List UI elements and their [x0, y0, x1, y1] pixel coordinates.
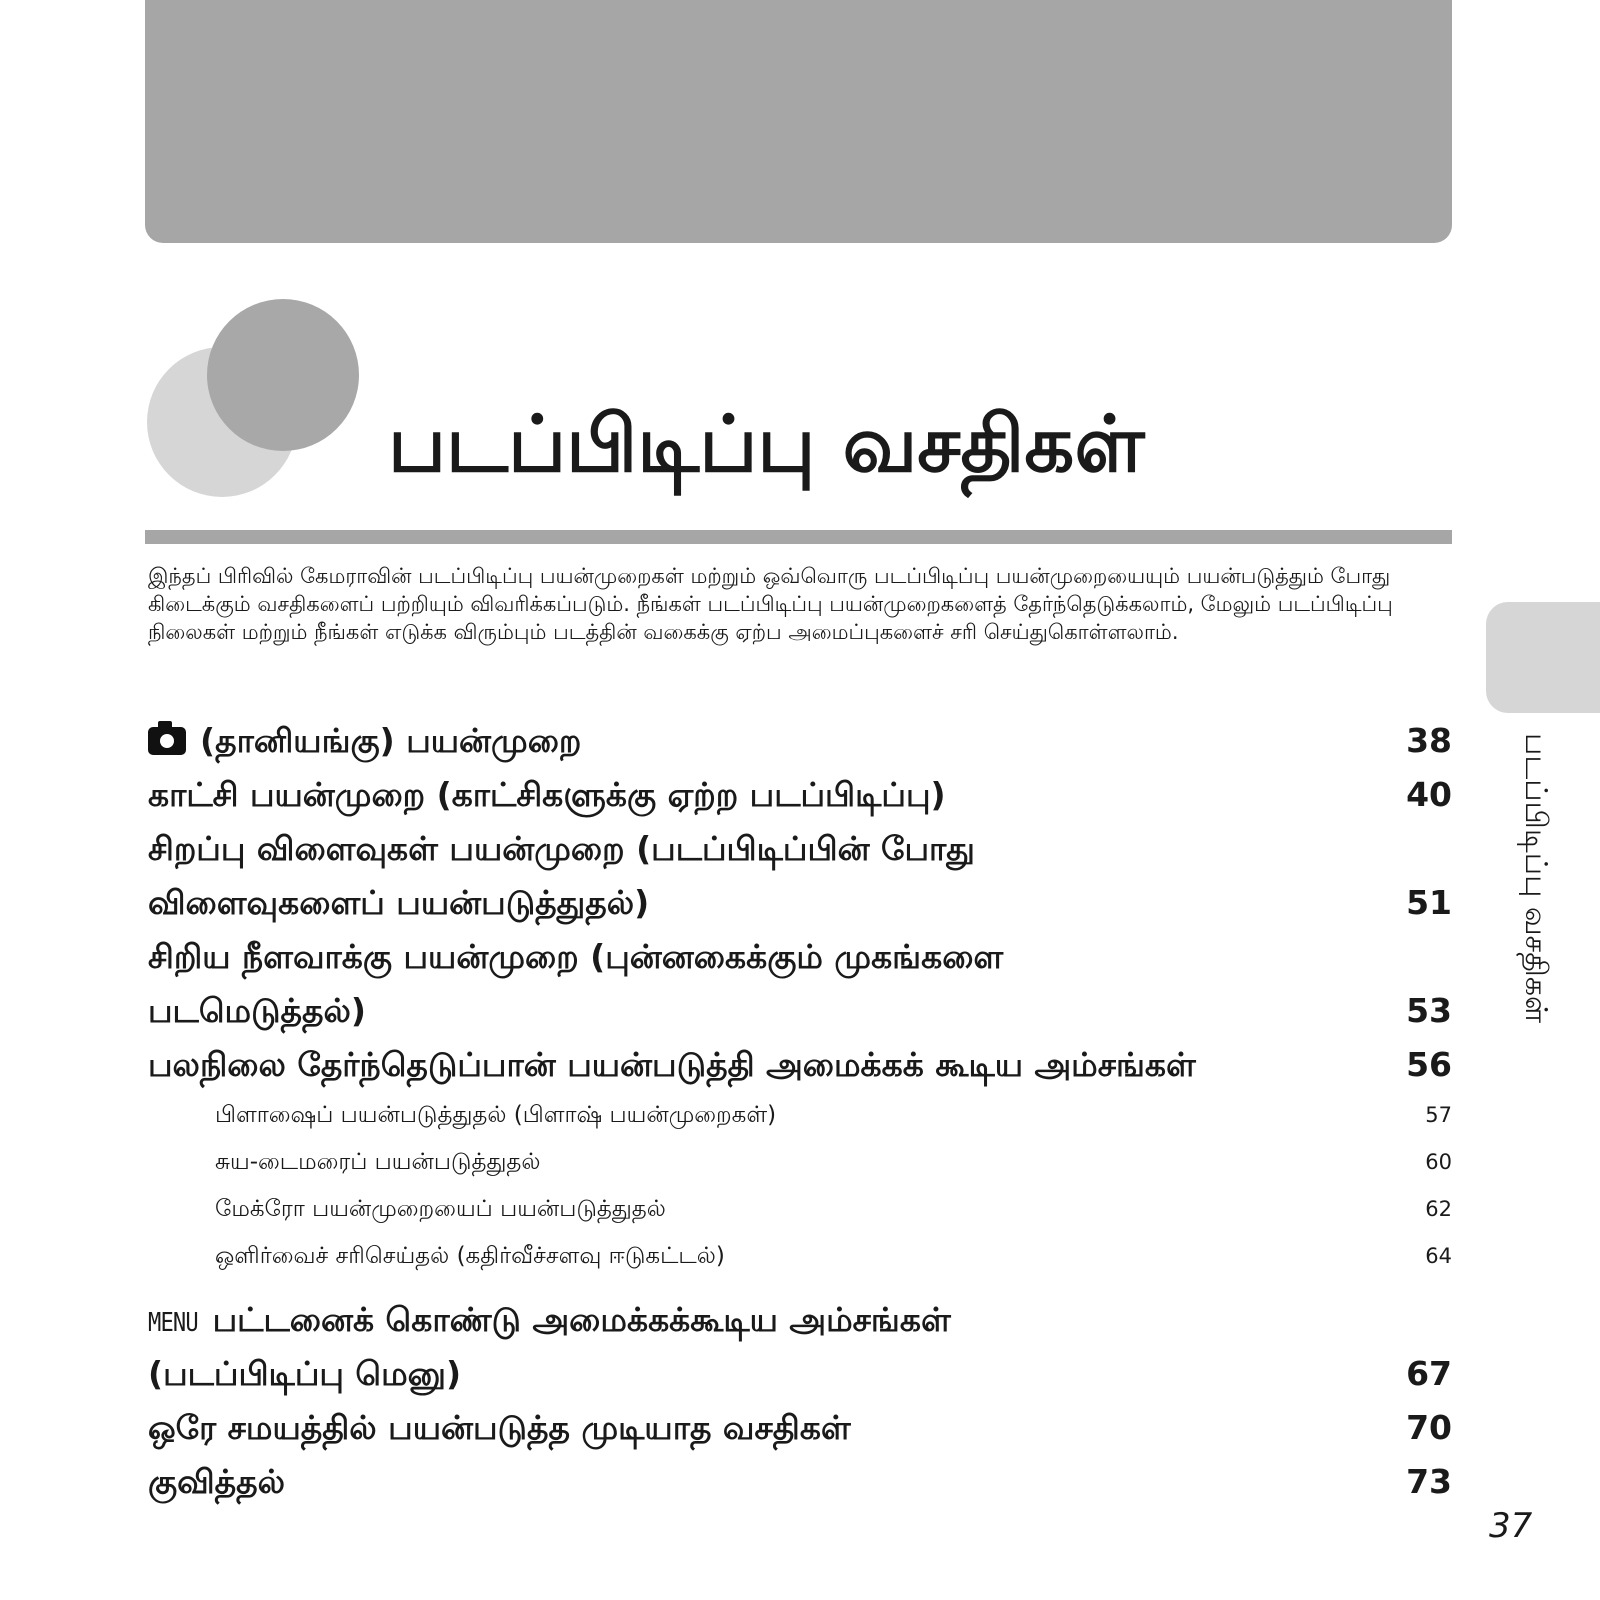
toc-subentry-exposure[interactable]	[148, 1233, 1452, 1280]
toc-entry-label: குவித்தல்	[148, 1462, 286, 1501]
toc-entry-page: 51	[1406, 883, 1452, 922]
toc-entry-label: மேக்ரோ பயன்முறையைப் பயன்படுத்துதல்	[215, 1196, 666, 1222]
toc-entry-page: 38	[1406, 721, 1452, 760]
toc-entry-scene-mode[interactable]	[148, 768, 1452, 822]
toc-entry-label: சுய-டைமரைப் பயன்படுத்துதல்	[215, 1149, 541, 1175]
toc-entry-label: பிளாஷைப் பயன்படுத்துதல் (பிளாஷ் பயன்முறைகள்)	[215, 1102, 777, 1128]
toc-entry-label: காட்சி பயன்முறை (காட்சிகளுக்கு ஏற்ற படப்பிடிப்பு)	[148, 775, 946, 814]
toc-entry-label: பலநிலை தேர்ந்தெடுப்பான் பயன்படுத்தி அமைக்கக் கூடிய அம்சங்கள்	[148, 1045, 1196, 1084]
toc-entry-page: 64	[1425, 1244, 1452, 1268]
header-banner	[145, 0, 1452, 243]
toc-entry-smart-portrait[interactable]	[148, 984, 1452, 1038]
page-title: படப்பிடிப்பு வசதிகள்	[388, 400, 1145, 490]
intro-paragraph: இந்தப் பிரிவில் கேமராவின் படப்பிடிப்பு பயன்முறைகள் மற்றும் ஒவ்வொரு படப்பிடிப்பு பயன்முறையையும் பயன்படுத்தும் போது கிடைக்கும் வசதிகளைப் பற்றியும் விவரிக்கப்படும். நீங்கள் படப்பிடிப்பு பயன்முறைகளைத் தேர்ந்தெடுக்கலாம், மேலும் படப்பிடிப்பு நிலைகள் மற்றும் நீங்கள் எடுக்க விரும்பும் படத்தின் வகைக்கு ஏற்ப அமைப்புகளைச் சரி செய்துகொள்ளலாம்.	[148, 564, 1393, 644]
table-of-contents	[148, 714, 1452, 1509]
menu-button-label: MENU	[148, 1308, 198, 1338]
toc-entry-page: 60	[1425, 1150, 1452, 1174]
toc-subentry-macro[interactable]	[148, 1186, 1452, 1233]
toc-entry-special-effects[interactable]	[148, 876, 1452, 930]
title-divider	[145, 530, 1452, 544]
decorative-circle-dark	[207, 299, 359, 451]
toc-subentry-self-timer[interactable]	[148, 1139, 1452, 1186]
toc-entry-label: ஒரே சமயத்தில் பயன்படுத்த முடியாத வசதிகள்	[148, 1408, 851, 1447]
toc-entry-page: 70	[1406, 1408, 1452, 1447]
toc-entry-label: விளைவுகளைப் பயன்படுத்துதல்)	[148, 883, 650, 922]
toc-entry-label: (தானியங்கு) பயன்முறை	[148, 714, 581, 768]
toc-entry-page: 62	[1425, 1197, 1452, 1221]
toc-entry-menu-features[interactable]	[148, 1347, 1452, 1401]
toc-subentry-flash[interactable]	[148, 1092, 1452, 1139]
toc-entry-focusing[interactable]	[148, 1455, 1452, 1509]
toc-entry-multi-selector[interactable]	[148, 1038, 1452, 1092]
toc-entry-label: ஒளிர்வைச் சரிசெய்தல் (கதிர்வீச்சளவு ஈடுகட்டல்)	[215, 1243, 725, 1269]
toc-entry-incompatible-features[interactable]	[148, 1401, 1452, 1455]
toc-entry-menu-line1[interactable]: MENU பட்டனைக் கொண்டு அமைக்கக்கூடிய அம்சங்கள்	[148, 1293, 1452, 1347]
toc-entry-label: (படப்பிடிப்பு மெனு)	[148, 1354, 462, 1393]
toc-entry-page: 56	[1406, 1045, 1452, 1084]
toc-entry-special-effects-line1[interactable]: சிறப்பு விளைவுகள் பயன்முறை (படப்பிடிப்பின் போது	[148, 829, 975, 868]
chapter-side-tab[interactable]	[1486, 602, 1600, 713]
page-number: 37	[1489, 1506, 1533, 1546]
toc-entry-smart-portrait-line1[interactable]: சிறிய நீளவாக்கு பயன்முறை (புன்னகைக்கும் முகங்களை	[148, 937, 1004, 976]
toc-entry-page: 57	[1425, 1103, 1452, 1127]
toc-entry-page: 73	[1406, 1462, 1452, 1501]
camera-icon	[148, 727, 186, 755]
toc-entry-page: 53	[1406, 991, 1452, 1030]
toc-entry-auto-mode[interactable]	[148, 714, 1452, 768]
chapter-side-label: படப்பிடிப்பு வசதிகள்	[1518, 733, 1553, 1024]
toc-entry-page: 40	[1406, 775, 1452, 814]
toc-entry-label: படமெடுத்தல்)	[148, 991, 366, 1030]
toc-entry-page: 67	[1406, 1354, 1452, 1393]
